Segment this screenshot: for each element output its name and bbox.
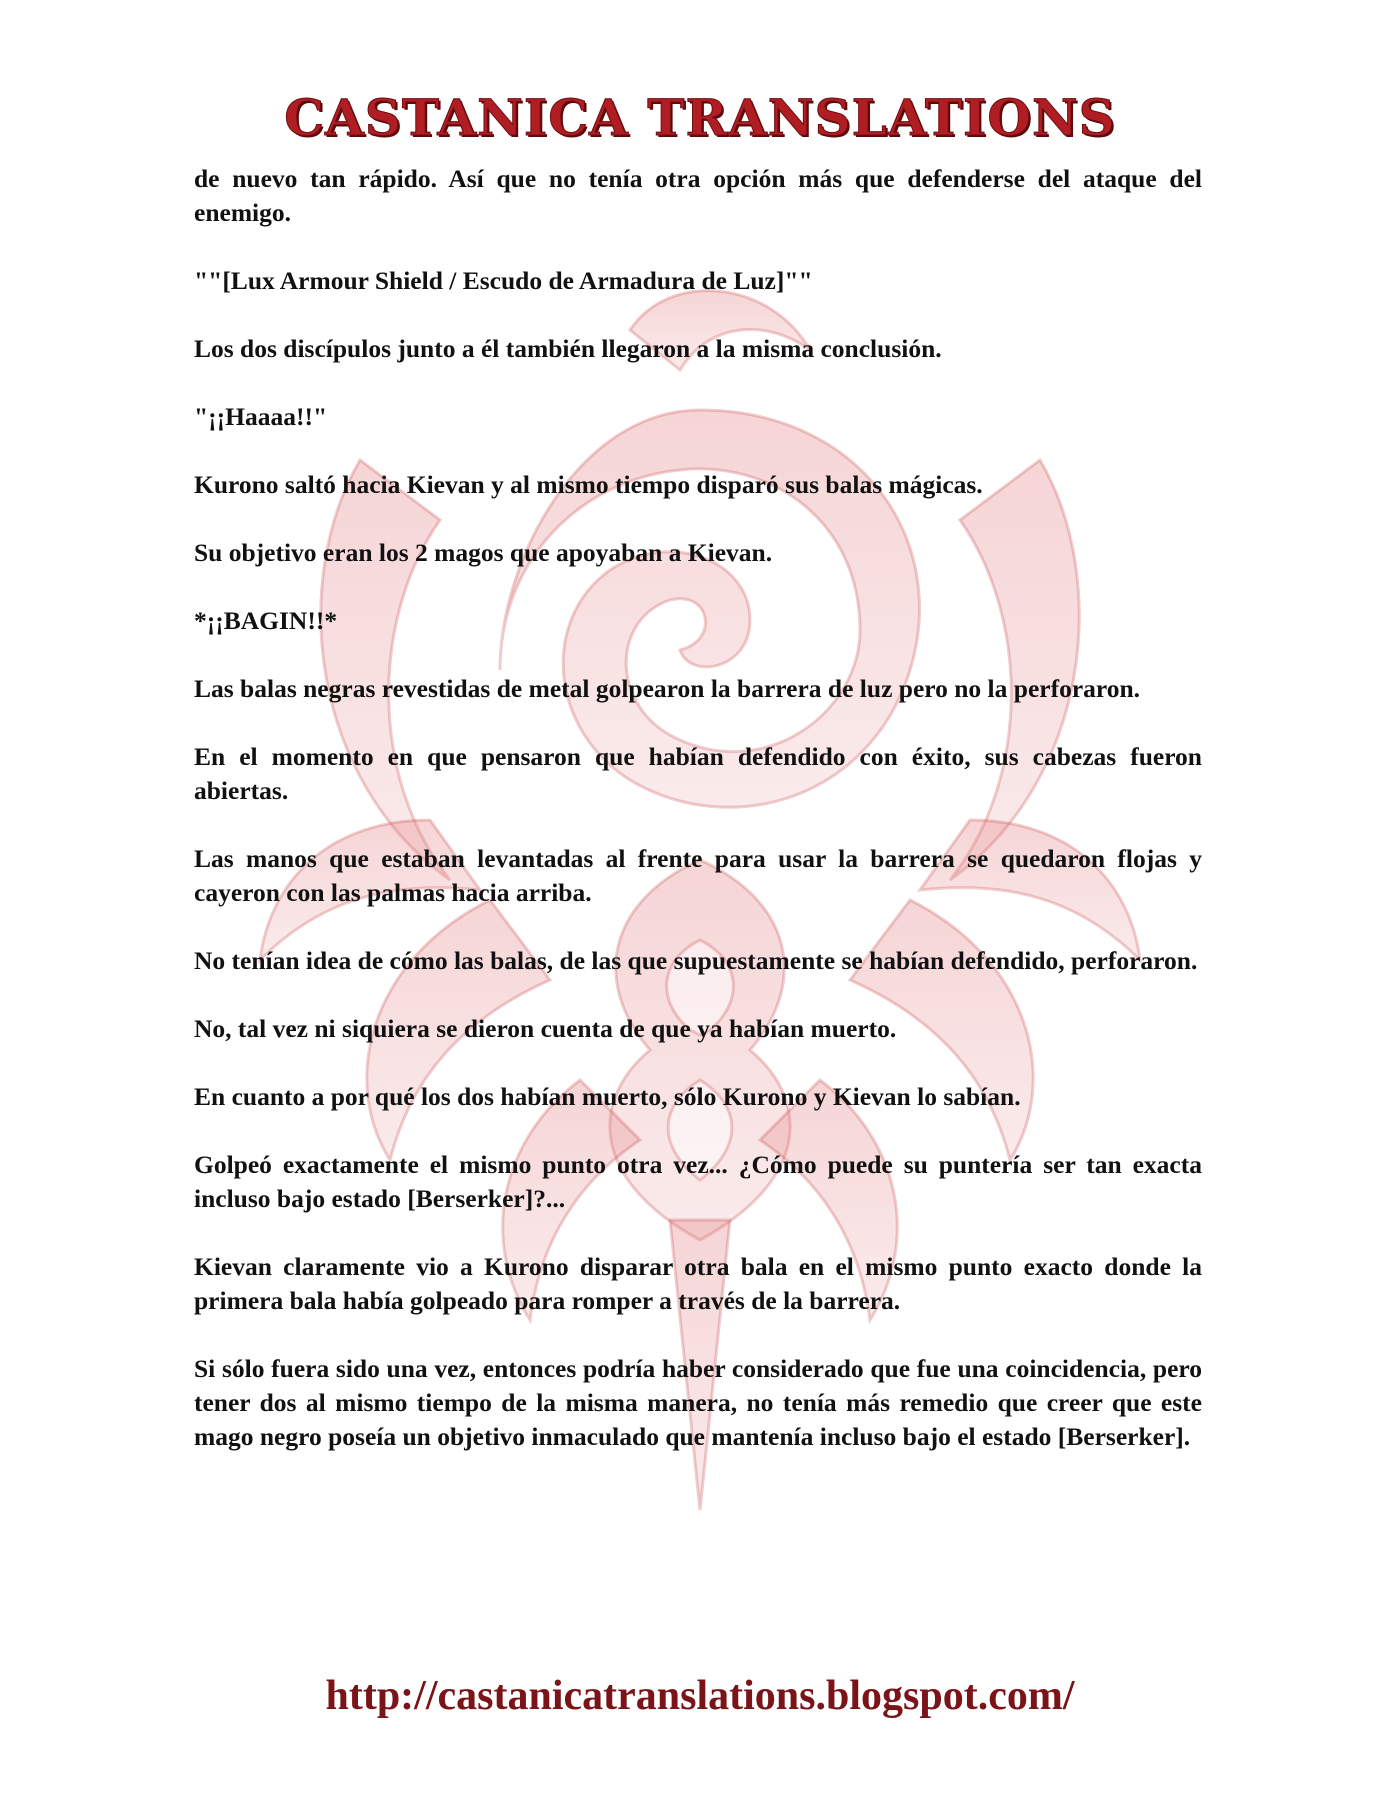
paragraph: Su objetivo eran los 2 magos que apoyaban a Kievan.: [194, 538, 773, 567]
page-footer: [0, 1672, 1400, 1720]
paragraph: "¡¡Haaaa!!": [194, 402, 328, 431]
paragraph: de nuevo tan rápido. Así que no tenía otra opción más que defenderse del ataque del enemigo.: [194, 164, 1202, 227]
paragraph: ""[Lux Armour Shield / Escudo de Armadura de Luz]"": [194, 266, 813, 295]
paragraph: En el momento en que pensaron que habían defendido con éxito, sus cabezas fueron abiertas.: [194, 742, 1202, 805]
paragraph: No tenían idea de cómo las balas, de las que supuestamente se habían defendido, perforaron.: [194, 946, 1198, 975]
blog-url-link[interactable]: http://castanicatranslations.blogspot.com/: [325, 1673, 1075, 1719]
paragraph: *¡¡BAGIN!!*: [194, 606, 338, 635]
paragraph: Kurono saltó hacia Kievan y al mismo tiempo disparó sus balas mágicas.: [194, 470, 983, 499]
paragraph: Si sólo fuera sido una vez, entonces podría haber considerado que fue una coincidencia, pero tener dos al mismo tiempo de la misma manera, no tenía más remedio que creer que este mago negro poseía un objetivo inmaculado que mantenía incluso bajo el estado [Berserker].: [194, 1354, 1202, 1451]
paragraph: No, tal vez ni siquiera se dieron cuenta de que ya habían muerto.: [194, 1014, 897, 1043]
page-header: [0, 88, 1400, 147]
document-body: [194, 162, 1202, 1488]
paragraph: Golpeó exactamente el mismo punto otra vez... ¿Cómo puede su puntería ser tan exacta incluso bajo estado [Berserker]?...: [194, 1150, 1202, 1213]
paragraph: Las manos que estaban levantadas al frente para usar la barrera se quedaron flojas y cayeron con las palmas hacia arriba.: [194, 844, 1202, 907]
paragraph: Los dos discípulos junto a él también llegaron a la misma conclusión.: [194, 334, 942, 363]
paragraph: Kievan claramente vio a Kurono disparar otra bala en el mismo punto exacto donde la primera bala había golpeado para romper a través de la barrera.: [194, 1252, 1202, 1315]
site-title-logo: CASTANICA TRANSLATIONS: [284, 88, 1116, 147]
paragraph: En cuanto a por qué los dos habían muerto, sólo Kurono y Kievan lo sabían.: [194, 1082, 1021, 1111]
paragraph: Las balas negras revestidas de metal golpearon la barrera de luz pero no la perforaron.: [194, 674, 1141, 703]
